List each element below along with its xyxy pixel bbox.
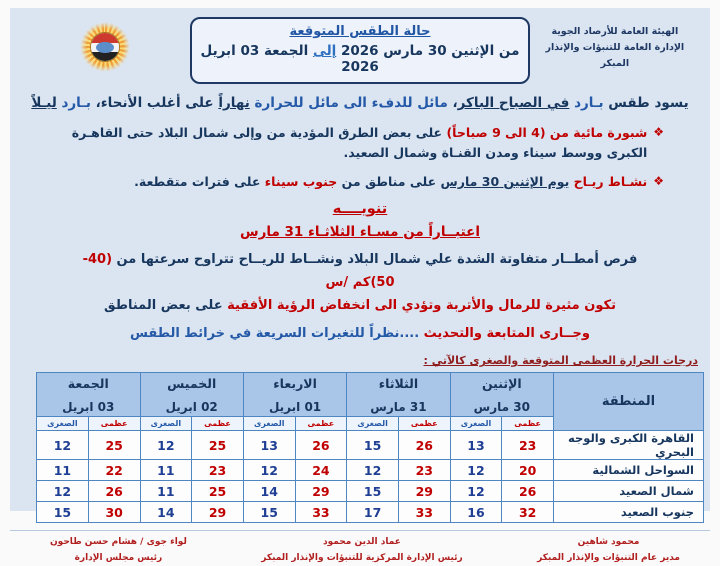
flag-black-band xyxy=(91,52,119,61)
max-temp: 23 xyxy=(398,460,450,481)
organization-name xyxy=(530,16,700,72)
wind-activity: نشـاط ريـاح xyxy=(569,174,648,189)
day-name: الجمعة xyxy=(67,376,109,392)
day-date: 31 مارس xyxy=(370,400,427,415)
logo-flag-core xyxy=(90,32,120,62)
notice-effective-date: اعتبــاراً من مسـاء الثلاثـاء 31 مارس xyxy=(240,224,480,240)
org-line2: الإدارة العامة للتنبؤات والإنذار المبكر xyxy=(545,42,685,70)
signatory-title: رئيس مجلس الإدارة xyxy=(74,552,163,563)
max-label: عظمى xyxy=(295,417,347,431)
notice-section xyxy=(10,201,710,341)
dust-warning-text: تكون مثيرة للرمال والأتربة وتؤدي الى انخفاض الرؤية الأفقية xyxy=(227,297,616,313)
wind-area: جنوب سيناء xyxy=(264,174,338,189)
min-label: الصغرى xyxy=(37,417,89,431)
signatures-footer xyxy=(10,530,710,566)
min-temp: 13 xyxy=(243,431,295,460)
max-temp: 24 xyxy=(295,460,347,481)
max-label: عظمى xyxy=(502,417,554,431)
logo-container xyxy=(20,16,190,72)
forecast-date-range xyxy=(200,43,519,75)
summary-cold: بـارد xyxy=(574,95,604,111)
table-title-text: درجات الحرارة العظمى المتوقعة والصغرى كالآتي : xyxy=(423,354,698,368)
min-temp: 15 xyxy=(347,431,399,460)
day-name: الثلاثاء xyxy=(378,376,419,392)
rain-chances-text: فرص أمطــار متفاوتة الشدة علي شمال البلاد ونشــاط للريــاح تتراوح سرعتها من xyxy=(112,252,638,267)
fog-areas: على بعض الطرق المؤدية من وإلى شمال البلاد حتى القاهـرة الكبرى ووسط سيناء ومدن القنـاة وشمال الصعيد. xyxy=(71,125,648,160)
table-body xyxy=(37,431,704,523)
wind-speed-range: (40-50)كم /س xyxy=(82,252,395,290)
header xyxy=(10,8,710,84)
signatory-name: عماد الدين محمود xyxy=(322,537,401,548)
summary-warm: مائل للدفء الى مائل للحرارة xyxy=(249,95,448,111)
min-temp: 16 xyxy=(450,502,502,523)
day-date: 03 ابريل xyxy=(62,400,115,415)
day-header xyxy=(243,373,346,417)
day-header xyxy=(37,373,141,417)
min-temp: 12 xyxy=(37,481,89,502)
max-temp: 20 xyxy=(502,460,554,481)
region-name: السواحل الشمالية xyxy=(554,460,704,481)
min-label: الصغرى xyxy=(243,417,295,431)
max-temp: 26 xyxy=(398,431,450,460)
signatory xyxy=(537,535,680,566)
max-temp: 22 xyxy=(88,460,140,481)
wind-warning-item xyxy=(54,172,664,192)
min-temp: 15 xyxy=(37,502,89,523)
summary-night: ليـلاً xyxy=(31,95,57,111)
day-date: 02 ابريل xyxy=(165,400,218,415)
signatory-name: لواء جوى / هشام حسن طاحون xyxy=(50,537,187,548)
date-to-word: إلى xyxy=(312,43,337,59)
max-temp: 23 xyxy=(192,460,244,481)
summary-early-morning: في الصباح الباكر xyxy=(457,95,570,111)
warnings-list xyxy=(10,111,710,192)
region-name: القاهرة الكبرى والوجه البحري xyxy=(554,431,704,460)
weather-summary xyxy=(10,95,710,111)
met-authority-logo-icon xyxy=(80,22,130,72)
wind-text: على فترات متقطعة. xyxy=(134,174,265,189)
min-temp: 11 xyxy=(140,460,192,481)
min-temp: 12 xyxy=(37,431,89,460)
max-temp: 29 xyxy=(192,502,244,523)
min-label: الصغرى xyxy=(140,417,192,431)
fog-hours: شبورة مائية من (4 الى 9 صباحاً) xyxy=(446,125,648,140)
min-temp: 12 xyxy=(347,460,399,481)
cloud-icon xyxy=(96,42,114,53)
min-temp: 15 xyxy=(243,502,295,523)
org-line1: الهيئة العامة للأرصاد الجوية xyxy=(551,26,679,37)
temperature-table xyxy=(36,372,704,523)
wind-text: على مناطق من xyxy=(337,174,441,189)
max-temp: 29 xyxy=(398,481,450,502)
date-until: الجمعة 03 ابريل 2026 xyxy=(200,43,379,75)
bulletin-page xyxy=(10,8,710,563)
max-label: عظمى xyxy=(398,417,450,431)
day-date: 01 ابريل xyxy=(268,400,322,415)
table-row xyxy=(37,502,704,523)
max-temp: 25 xyxy=(88,431,140,460)
max-temp: 33 xyxy=(295,502,347,523)
min-label: الصغرى xyxy=(450,417,502,431)
day-header xyxy=(140,373,243,417)
signatory-name: محمود شاهين xyxy=(577,537,640,548)
title-box xyxy=(190,17,529,84)
summary-daytime: نهاراً xyxy=(218,95,250,111)
fog-warning-text xyxy=(54,123,647,163)
min-temp: 17 xyxy=(347,502,399,523)
fog-warning-item xyxy=(54,123,664,163)
day-name: الخميس xyxy=(167,376,217,392)
day-header xyxy=(450,373,553,417)
update-status: وجــارى المتابعة والتحديث xyxy=(419,326,590,342)
table-day-header-row xyxy=(37,373,704,417)
signatory-title: مدير عام التنبؤات والإنذار المبكر xyxy=(537,552,680,563)
notice-heading: تنويــــه xyxy=(332,201,388,217)
day-header xyxy=(347,373,450,417)
min-temp: 13 xyxy=(450,431,502,460)
diamond-bullet-icon: ❖ xyxy=(653,174,664,188)
min-temp: 12 xyxy=(450,460,502,481)
summary-cold-night: بـارد xyxy=(61,95,91,111)
summary-text: على أغلب الأنحاء، xyxy=(90,95,219,111)
dust-areas-text: على بعض المناطق xyxy=(104,297,228,313)
table-row xyxy=(37,431,704,460)
min-temp: 14 xyxy=(243,481,295,502)
min-label: الصغرى xyxy=(347,417,399,431)
max-temp: 26 xyxy=(88,481,140,502)
update-note xyxy=(10,326,710,341)
max-temp: 29 xyxy=(295,481,347,502)
signatory-title: رئيس الإدارة المركزية للتنبؤات والإنذار المبكر xyxy=(261,552,463,563)
day-date: 30 مارس xyxy=(473,400,530,415)
diamond-bullet-icon: ❖ xyxy=(653,125,664,139)
max-label: عظمى xyxy=(192,417,244,431)
region-column-header: المنطقة xyxy=(554,373,704,431)
max-temp: 26 xyxy=(295,431,347,460)
update-reason: ....نظراً للتغيرات السريعة في خرائط الطقس xyxy=(130,326,420,342)
min-temp: 14 xyxy=(140,502,192,523)
min-temp: 12 xyxy=(450,481,502,502)
max-temp: 26 xyxy=(502,481,554,502)
table-row xyxy=(37,460,704,481)
day-name: الإثنين xyxy=(481,376,522,392)
summary-text: ، xyxy=(447,95,458,111)
min-temp: 15 xyxy=(347,481,399,502)
wind-date: يوم الإثنين 30 مارس xyxy=(440,174,570,189)
day-name: الاربعاء xyxy=(273,376,317,392)
table-title xyxy=(10,341,710,372)
min-temp: 11 xyxy=(140,481,192,502)
max-temp: 32 xyxy=(502,502,554,523)
max-temp: 23 xyxy=(502,431,554,460)
flag-white-band xyxy=(91,43,119,52)
min-temp: 12 xyxy=(243,460,295,481)
max-temp: 33 xyxy=(398,502,450,523)
table-row xyxy=(37,481,704,502)
date-from: من الإثنين 30 مارس 2026 xyxy=(336,43,520,59)
min-temp: 11 xyxy=(37,460,89,481)
min-temp: 12 xyxy=(140,431,192,460)
summary-text: يسود طقس xyxy=(603,95,689,111)
max-temp: 25 xyxy=(192,481,244,502)
max-temp: 30 xyxy=(88,502,140,523)
region-name: جنوب الصعيد xyxy=(554,502,704,523)
signatory xyxy=(50,535,187,566)
region-name: شمال الصعيد xyxy=(554,481,704,502)
page-title: حالة الطقس المتوقعة xyxy=(289,24,431,39)
wind-warning-text xyxy=(134,172,647,192)
max-temp: 25 xyxy=(192,431,244,460)
notice-body xyxy=(10,249,710,317)
max-label: عظمى xyxy=(88,417,140,431)
signatory xyxy=(261,535,462,566)
